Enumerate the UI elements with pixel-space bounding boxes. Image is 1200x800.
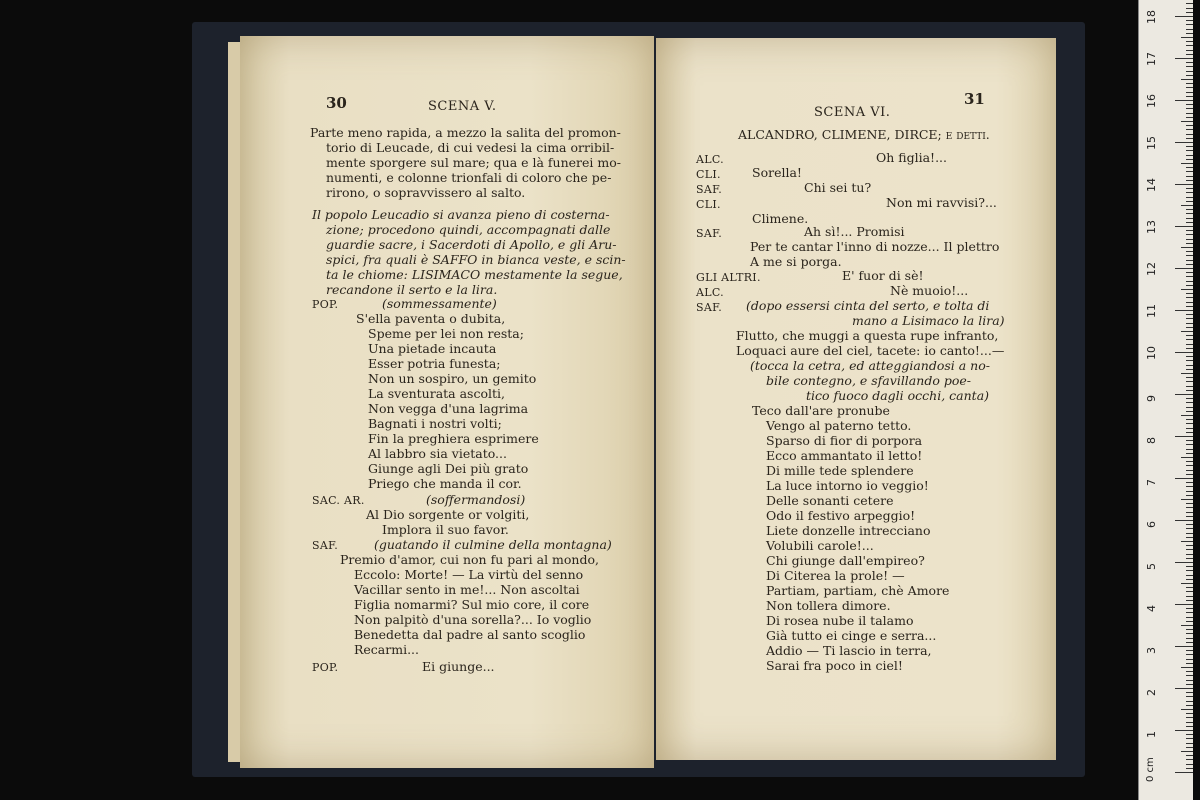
verse-line: Fin la preghiera esprimere xyxy=(368,431,539,446)
ruler-tick xyxy=(1186,129,1193,130)
right-page xyxy=(656,38,1056,760)
ruler-tick xyxy=(1186,381,1193,382)
ruler-tick xyxy=(1186,675,1193,676)
ruler-tick xyxy=(1186,327,1193,328)
ruler-tick xyxy=(1186,549,1193,550)
ruler-tick xyxy=(1181,37,1193,38)
verse-line: Una pietade incauta xyxy=(368,341,497,356)
ruler-tick xyxy=(1186,638,1193,639)
ruler-tick xyxy=(1186,159,1193,160)
stage-direction-line: ta le chiome: LISIMACO mestamente la segue, xyxy=(326,267,623,282)
ruler-tick xyxy=(1186,50,1193,51)
ruler-tick xyxy=(1186,33,1193,34)
speaker-label: SAF. xyxy=(696,227,723,240)
ruler-tick xyxy=(1181,331,1193,332)
song-line: Vengo al paterno tetto. xyxy=(766,418,912,433)
ruler-number: 8 xyxy=(1145,437,1158,444)
ruler-tick xyxy=(1186,192,1193,193)
dialogue-line: Ah sì!... Promisi xyxy=(804,224,905,239)
ruler-tick xyxy=(1186,369,1193,370)
ruler-tick xyxy=(1181,205,1193,206)
ruler-tick xyxy=(1186,738,1193,739)
ruler-tick xyxy=(1175,646,1193,647)
ruler-number: 10 xyxy=(1145,346,1158,360)
verse-line: La sventurata ascolti, xyxy=(368,386,505,401)
ruler-number: 13 xyxy=(1145,220,1158,234)
ruler-tick xyxy=(1186,96,1193,97)
ruler-tick xyxy=(1186,251,1193,252)
ruler-tick xyxy=(1186,230,1193,231)
ruler-number: 4 xyxy=(1145,605,1158,612)
ruler-tick xyxy=(1186,314,1193,315)
ruler-tick xyxy=(1186,512,1193,513)
ruler-tick xyxy=(1186,717,1193,718)
ruler-tick xyxy=(1186,440,1193,441)
ruler-tick xyxy=(1186,243,1193,244)
stage-direction: (dopo essersi cinta del serto, e tolta di xyxy=(746,298,990,313)
ruler-tick xyxy=(1186,726,1193,727)
ruler-number: 7 xyxy=(1145,479,1158,486)
ruler-tick xyxy=(1186,20,1193,21)
ruler-tick xyxy=(1181,247,1193,248)
ruler-tick xyxy=(1186,579,1193,580)
song-line: Di Citerea la prole! — xyxy=(766,568,905,583)
ruler-tick xyxy=(1186,390,1193,391)
ruler-tick xyxy=(1186,482,1193,483)
ruler-tick xyxy=(1186,113,1193,114)
ruler-tick xyxy=(1175,604,1193,605)
ruler-tick xyxy=(1186,491,1193,492)
song-line: Partiam, partiam, chè Amore xyxy=(766,583,950,598)
verse-line: Vacillar sento in me!... Non ascoltai xyxy=(354,582,580,597)
speaker-label: ALC. xyxy=(696,286,724,299)
ruler-tick xyxy=(1186,356,1193,357)
song-line: Non tollera dimore. xyxy=(766,598,891,613)
ruler-tick xyxy=(1186,281,1193,282)
ruler-tick xyxy=(1186,554,1193,555)
ruler-tick xyxy=(1186,692,1193,693)
description-line: torio di Leucade, di cui vedesi la cima orribil- xyxy=(326,140,615,155)
ruler-tick xyxy=(1186,234,1193,235)
stage-direction-line: Il popolo Leucadio si avanza pieno di costerna- xyxy=(312,207,610,222)
scene-heading: SCENA V. xyxy=(428,99,497,114)
ruler-tick xyxy=(1186,201,1193,202)
description-line: mente sporgere sul mare; qua e là funerei mo- xyxy=(326,155,622,170)
ruler-tick xyxy=(1186,398,1193,399)
ruler-tick xyxy=(1186,348,1193,349)
ruler-tick xyxy=(1186,713,1193,714)
speaker-label: SAC. AR. xyxy=(312,494,365,507)
verse-line: Speme per lei non resta; xyxy=(368,326,524,341)
verse-line: Giunge agli Dei più grato xyxy=(368,461,529,476)
ruler-tick xyxy=(1186,54,1193,55)
ruler-tick xyxy=(1186,453,1193,454)
ruler-tick xyxy=(1186,209,1193,210)
ruler-tick xyxy=(1186,335,1193,336)
ruler-tick xyxy=(1186,663,1193,664)
speaker-label: SAF. xyxy=(696,301,723,314)
ruler-tick xyxy=(1181,121,1193,122)
ruler-tick xyxy=(1186,608,1193,609)
ruler-tick xyxy=(1186,339,1193,340)
ruler-tick xyxy=(1186,764,1193,765)
ruler-tick xyxy=(1186,306,1193,307)
ruler-tick xyxy=(1175,772,1193,773)
ruler-tick xyxy=(1186,474,1193,475)
dialogue-line: E' fuor di sè! xyxy=(842,268,924,283)
ruler-tick xyxy=(1186,167,1193,168)
ruler-tick xyxy=(1186,255,1193,256)
speaker-label: POP. xyxy=(312,298,339,311)
ruler-tick xyxy=(1186,596,1193,597)
scene-heading: SCENA VI. xyxy=(814,105,891,120)
ruler-tick xyxy=(1186,755,1193,756)
verse-line: Non vegga d'una lagrima xyxy=(368,401,529,416)
ruler-tick xyxy=(1186,62,1193,63)
song-line: Chi giunge dall'empireo? xyxy=(766,553,925,568)
ruler-tick xyxy=(1186,3,1193,4)
ruler-tick xyxy=(1186,218,1193,219)
ruler-number: 16 xyxy=(1145,94,1158,108)
ruler-tick xyxy=(1186,659,1193,660)
ruler-tick xyxy=(1186,449,1193,450)
song-line: Sparso di fior di porpora xyxy=(766,433,923,448)
ruler-tick xyxy=(1186,444,1193,445)
speaker-label: SAF. xyxy=(696,183,723,196)
ruler-tick xyxy=(1186,41,1193,42)
ruler-number: 11 xyxy=(1145,304,1158,318)
ruler-tick xyxy=(1186,600,1193,601)
ruler-tick xyxy=(1186,104,1193,105)
ruler-unit-label: 0 cm xyxy=(1145,757,1156,782)
dialogue-line: Chi sei tu? xyxy=(804,180,872,195)
verse-line: S'ella paventa o dubita, xyxy=(356,311,506,326)
ruler-tick xyxy=(1186,516,1193,517)
ruler-tick xyxy=(1186,302,1193,303)
ruler-tick xyxy=(1186,566,1193,567)
verse-line: Eccolo: Morte! — La virtù del senno xyxy=(354,567,584,582)
ruler-tick xyxy=(1186,654,1193,655)
ruler-tick xyxy=(1186,155,1193,156)
ruler-tick xyxy=(1181,373,1193,374)
ruler-tick xyxy=(1186,587,1193,588)
ruler-tick xyxy=(1186,768,1193,769)
ruler-tick xyxy=(1175,226,1193,227)
description-line: numenti, e colonne trionfali di coloro che pe- xyxy=(326,170,612,185)
ruler-tick xyxy=(1181,289,1193,290)
left-page xyxy=(240,36,654,768)
ruler-tick xyxy=(1186,465,1193,466)
description-line: Parte meno rapida, a mezzo la salita del promon- xyxy=(310,125,621,140)
song-line: Teco dall'are pronube xyxy=(752,403,890,418)
verse-line: Figlia nomarmi? Sul mio core, il core xyxy=(354,597,590,612)
ruler-tick xyxy=(1186,87,1193,88)
ruler-tick xyxy=(1186,545,1193,546)
ruler-tick xyxy=(1186,92,1193,93)
ruler-tick xyxy=(1186,117,1193,118)
ruler-tick xyxy=(1175,184,1193,185)
verse-line: Loquaci aure del ciel, tacete: io canto!...— xyxy=(736,343,1005,358)
ruler-tick xyxy=(1186,197,1193,198)
ruler-tick xyxy=(1186,612,1193,613)
ruler-tick xyxy=(1186,150,1193,151)
speaker-label: GLI ALTRI. xyxy=(696,271,761,284)
ruler-tick xyxy=(1186,176,1193,177)
song-line: Addio — Ti lascio in terra, xyxy=(766,643,932,658)
ruler-tick xyxy=(1186,629,1193,630)
ruler-tick xyxy=(1186,171,1193,172)
dialogue-line: Per te cantar l'inno di nozze... Il plettro xyxy=(750,239,1000,254)
song-line: Di mille tede splendere xyxy=(766,463,914,478)
ruler-tick xyxy=(1186,428,1193,429)
ruler-tick xyxy=(1186,734,1193,735)
ruler-tick xyxy=(1186,8,1193,9)
cast-list: ALCANDRO, CLIMENE, DIRCE; e detti. xyxy=(738,127,990,142)
ruler-tick xyxy=(1186,537,1193,538)
ruler-tick xyxy=(1181,457,1193,458)
ruler-tick xyxy=(1186,419,1193,420)
ruler-tick xyxy=(1186,213,1193,214)
ruler-tick xyxy=(1175,436,1193,437)
speaker-label: CLI. xyxy=(696,198,721,211)
verse-line: Flutto, che muggi a questa rupe infranto, xyxy=(736,328,999,343)
ruler-tick xyxy=(1186,360,1193,361)
ruler-number: 12 xyxy=(1145,262,1158,276)
verse-line: Al labbro sia vietato... xyxy=(368,446,507,461)
verse-line: Ei giunge... xyxy=(422,659,495,674)
ruler-tick xyxy=(1186,570,1193,571)
speaker-label: ALC. xyxy=(696,153,724,166)
measurement-ruler xyxy=(1138,0,1193,800)
ruler-tick xyxy=(1186,297,1193,298)
verse-line: Recarmi... xyxy=(354,642,420,657)
ruler-tick xyxy=(1186,24,1193,25)
ruler-tick xyxy=(1181,625,1193,626)
verse-line: Al Dio sorgente or volgiti, xyxy=(366,507,530,522)
ruler-tick xyxy=(1186,722,1193,723)
ruler-tick xyxy=(1175,268,1193,269)
speaker-label: POP. xyxy=(312,661,339,674)
ruler-tick xyxy=(1175,730,1193,731)
ruler-number: 3 xyxy=(1145,647,1158,654)
ruler-tick xyxy=(1186,402,1193,403)
description-line: rirono, o sopravvissero al salto. xyxy=(326,185,526,200)
dialogue-line: A me si porga. xyxy=(750,254,842,269)
stage-direction: (soffermandosi) xyxy=(426,492,526,507)
page-number: 31 xyxy=(964,90,985,108)
ruler-tick xyxy=(1175,142,1193,143)
ruler-tick xyxy=(1186,575,1193,576)
ruler-tick xyxy=(1175,478,1193,479)
ruler-tick xyxy=(1186,759,1193,760)
ruler-tick xyxy=(1181,667,1193,668)
ruler-tick xyxy=(1186,272,1193,273)
ruler-tick xyxy=(1181,79,1193,80)
song-line: La luce intorno io veggio! xyxy=(766,478,929,493)
dialogue-line: Oh figlia!... xyxy=(876,150,948,165)
ruler-tick xyxy=(1186,75,1193,76)
ruler-tick xyxy=(1186,701,1193,702)
ruler-tick xyxy=(1175,688,1193,689)
verse-line: Bagnati i nostri volti; xyxy=(368,416,502,431)
stage-direction-line: zione; procedono quindi, accompagnati dalle xyxy=(326,222,611,237)
ruler-tick xyxy=(1181,541,1193,542)
ruler-tick xyxy=(1186,108,1193,109)
verse-line: Implora il suo favor. xyxy=(382,522,509,537)
stage-direction-line: spici, fra quali è SAFFO in bianca veste, e scin- xyxy=(326,252,626,267)
ruler-tick xyxy=(1186,318,1193,319)
ruler-tick xyxy=(1186,461,1193,462)
ruler-tick xyxy=(1186,83,1193,84)
verse-line: Benedetta dal padre al santo scoglio xyxy=(354,627,586,642)
ruler-tick xyxy=(1175,58,1193,59)
ruler-tick xyxy=(1186,747,1193,748)
ruler-number: 9 xyxy=(1145,395,1158,402)
ruler-tick xyxy=(1186,642,1193,643)
ruler-tick xyxy=(1186,285,1193,286)
ruler-tick xyxy=(1186,180,1193,181)
ruler-tick xyxy=(1186,486,1193,487)
ruler-tick xyxy=(1186,276,1193,277)
verse-line: Priego che manda il cor. xyxy=(368,476,522,491)
stage-direction: (sommessamente) xyxy=(382,296,497,311)
ruler-tick xyxy=(1186,323,1193,324)
ruler-tick xyxy=(1186,239,1193,240)
ruler-tick xyxy=(1175,16,1193,17)
stage-direction-line: recandone il serto e la lira. xyxy=(326,282,498,297)
stage-direction-line: bile contegno, e sfavillando poe- xyxy=(766,373,971,388)
ruler-tick xyxy=(1186,743,1193,744)
ruler-tick xyxy=(1181,415,1193,416)
ruler-number: 18 xyxy=(1145,10,1158,24)
ruler-tick xyxy=(1186,188,1193,189)
ruler-tick xyxy=(1186,617,1193,618)
ruler-tick xyxy=(1186,71,1193,72)
song-line: Liete donzelle intrecciano xyxy=(766,523,931,538)
ruler-tick xyxy=(1181,583,1193,584)
ruler-number: 5 xyxy=(1145,563,1158,570)
ruler-tick xyxy=(1186,495,1193,496)
ruler-tick xyxy=(1186,386,1193,387)
ruler-tick xyxy=(1175,394,1193,395)
page-number: 30 xyxy=(326,94,347,112)
stage-direction: mano a Lisimaco la lira) xyxy=(852,313,1005,328)
ruler-tick xyxy=(1181,499,1193,500)
ruler-tick xyxy=(1186,432,1193,433)
ruler-tick xyxy=(1186,671,1193,672)
verse-line: Non palpitò d'una sorella?... Io voglio xyxy=(354,612,592,627)
ruler-tick xyxy=(1175,562,1193,563)
verse-line: Non un sospiro, un gemito xyxy=(368,371,537,386)
ruler-tick xyxy=(1186,503,1193,504)
ruler-tick xyxy=(1186,423,1193,424)
stage-direction: (guatando il culmine della montagna) xyxy=(374,537,612,552)
stage-direction-line: (tocca la cetra, ed atteggiandosi a no- xyxy=(750,358,990,373)
ruler-tick xyxy=(1186,411,1193,412)
ruler-tick xyxy=(1186,633,1193,634)
ruler-tick xyxy=(1186,696,1193,697)
ruler-tick xyxy=(1186,365,1193,366)
ruler-tick xyxy=(1186,650,1193,651)
ruler-tick xyxy=(1186,344,1193,345)
ruler-tick xyxy=(1181,709,1193,710)
song-line: Odo il festivo arpeggio! xyxy=(766,508,916,523)
speaker-label: CLI. xyxy=(696,168,721,181)
ruler-number: 14 xyxy=(1145,178,1158,192)
ruler-tick xyxy=(1186,470,1193,471)
ruler-tick xyxy=(1186,558,1193,559)
dialogue-line: Climene. xyxy=(752,211,809,226)
ruler-tick xyxy=(1186,533,1193,534)
ruler-tick xyxy=(1186,260,1193,261)
stage-direction-line: guardie sacre, i Sacerdoti di Apollo, e gli Aru- xyxy=(326,237,617,252)
ruler-tick xyxy=(1175,310,1193,311)
ruler-tick xyxy=(1186,29,1193,30)
ruler-tick xyxy=(1186,684,1193,685)
ruler-tick xyxy=(1186,134,1193,135)
ruler-tick xyxy=(1175,352,1193,353)
ruler-tick xyxy=(1186,377,1193,378)
ruler-tick xyxy=(1186,125,1193,126)
speaker-label: SAF. xyxy=(312,539,339,552)
ruler-tick xyxy=(1186,524,1193,525)
ruler-tick xyxy=(1186,705,1193,706)
stage-direction-line: tico fuoco dagli occhi, canta) xyxy=(806,388,990,403)
ruler-tick xyxy=(1186,146,1193,147)
ruler-number: 15 xyxy=(1145,136,1158,150)
ruler-number: 2 xyxy=(1145,689,1158,696)
dialogue-line: Sorella! xyxy=(752,165,802,180)
ruler-tick xyxy=(1181,751,1193,752)
song-line: Già tutto ei cinge e serra... xyxy=(766,628,937,643)
ruler-tick xyxy=(1181,163,1193,164)
ruler-tick xyxy=(1186,45,1193,46)
ruler-number: 6 xyxy=(1145,521,1158,528)
song-line: Ecco ammantato il letto! xyxy=(766,448,923,463)
ruler-tick xyxy=(1186,138,1193,139)
verse-line: Premio d'amor, cui non fu pari al mondo, xyxy=(340,552,599,567)
ruler-tick xyxy=(1186,680,1193,681)
ruler-tick xyxy=(1186,407,1193,408)
ruler-tick xyxy=(1186,222,1193,223)
ruler-tick xyxy=(1186,12,1193,13)
dialogue-line: Nè muoio!... xyxy=(890,283,969,298)
ruler-number: 17 xyxy=(1145,52,1158,66)
ruler-tick xyxy=(1186,507,1193,508)
ruler-tick xyxy=(1186,528,1193,529)
ruler-tick xyxy=(1175,520,1193,521)
dialogue-line: Non mi ravvisi?... xyxy=(886,195,997,210)
song-line: Delle sonanti cetere xyxy=(766,493,894,508)
verse-line: Esser potria funesta; xyxy=(368,356,501,371)
song-line: Volubili carole!... xyxy=(766,538,874,553)
ruler-tick xyxy=(1186,591,1193,592)
ruler-tick xyxy=(1186,293,1193,294)
ruler-tick xyxy=(1186,621,1193,622)
song-line: Sarai fra poco in ciel! xyxy=(766,658,903,673)
ruler-tick xyxy=(1186,66,1193,67)
song-line: Di rosea nube il talamo xyxy=(766,613,914,628)
ruler-number: 1 xyxy=(1145,731,1158,738)
ruler-tick xyxy=(1175,100,1193,101)
ruler-tick xyxy=(1186,264,1193,265)
